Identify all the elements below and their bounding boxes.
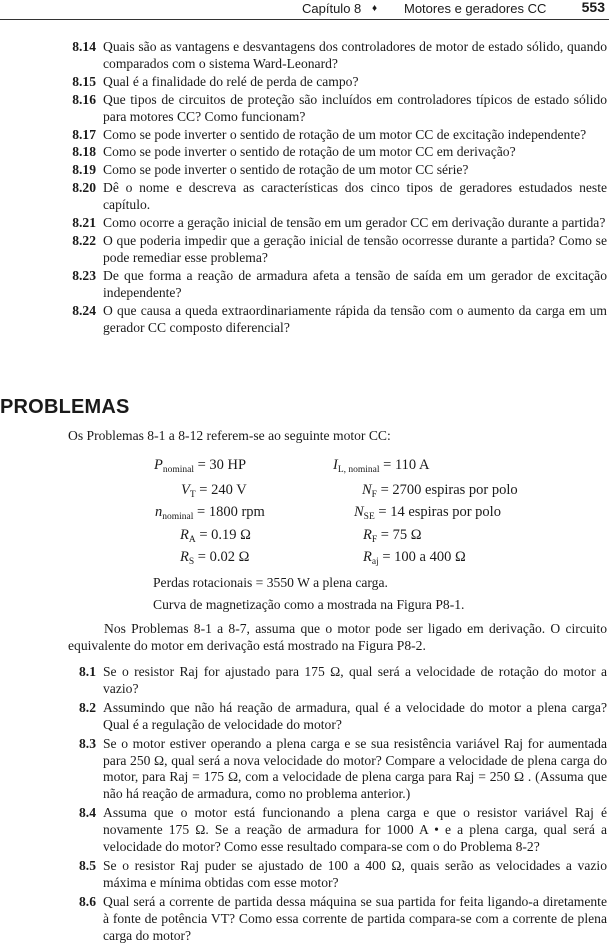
note-magnetization-curve: Curva de magnetização como a mostrada na Figura P8-1. xyxy=(153,597,465,612)
note-rotational-losses: Perdas rotacionais = 3550 W a plena carga. xyxy=(153,575,388,590)
problem-item xyxy=(0,805,609,856)
question-number: 8.21 xyxy=(72,215,96,231)
spec-n-nominal: $n_{nominal} = 1800$ rpm xyxy=(155,504,265,522)
problem-item xyxy=(0,858,609,892)
question-item xyxy=(0,144,609,161)
spec-p-nominal: $P_{nominal} = 30$ HP xyxy=(154,457,247,475)
question-item xyxy=(0,215,609,232)
question-text: Que tipos de circuitos de proteção são incluídos em controladores típicos de estado sólido para motores CC? Como funcionam? xyxy=(103,91,607,124)
question-text: O que causa a queda extraordinariamente rápida da tensão com o aumento da carga em um gerador CC composto diferencial? xyxy=(103,302,607,335)
question-number: 8.20 xyxy=(72,180,96,196)
review-questions xyxy=(0,39,609,337)
diamond-separator-icon: ♦ xyxy=(372,3,378,14)
problem-text: Se o resistor Raj puder se ajustado de 100 a 400 Ω, quais serão as velocidades a vazio máxima e mínima obtidas com esse motor? xyxy=(103,857,607,890)
question-item xyxy=(0,92,609,126)
question-text: Qual é a finalidade do relé de perda de campo? xyxy=(103,73,359,89)
problem-text: Se o resistor Raj for ajustado para 175 Ω, qual será a velocidade de rotação do motor a vazio? xyxy=(103,664,607,696)
chapter-label: Capítulo 8 xyxy=(302,1,362,16)
section-title: Motores e geradores CC xyxy=(404,1,547,16)
problem-number: 8.1 xyxy=(79,664,96,679)
question-text: Como se pode inverter o sentido de rotação de um motor CC em derivação? xyxy=(103,144,516,160)
problem-number: 8.5 xyxy=(79,857,96,873)
question-item xyxy=(0,233,609,267)
problem-number: 8.3 xyxy=(79,735,96,751)
spec-rs: $R_S = 0.02$ Ω xyxy=(180,549,250,567)
question-item xyxy=(0,180,609,214)
problem-item xyxy=(0,894,609,945)
question-text: De que forma a reação de armadura afeta a tensão de saída em um gerador de excitação independente? xyxy=(103,267,607,300)
problems-intro: Os Problemas 8-1 a 8-12 referem-se ao seguinte motor CC: xyxy=(68,428,391,443)
question-item xyxy=(0,74,609,91)
question-number: 8.23 xyxy=(72,267,96,283)
spec-il-nominal: $I_{L, nominal} = 110$ A xyxy=(333,457,430,475)
problem-item xyxy=(0,664,609,698)
problem-number: 8.6 xyxy=(79,893,96,909)
spec-vt: $V_T = 240$ V xyxy=(181,482,247,500)
problem-text: Qual será a corrente de partida dessa máquina se sua partida for feita ligando-a diretamente à fonte de potência VT? Como essa corrente de partida compara-se com a corrente de plena carga do motor? xyxy=(103,893,607,943)
question-number: 8.18 xyxy=(72,144,96,160)
question-text: Como se pode inverter o sentido de rotação de um motor CC de excitação independente? xyxy=(103,126,587,142)
question-text: Como ocorre a geração inicial de tensão em um gerador CC em derivação durante a partida? xyxy=(103,215,606,231)
question-number: 8.14 xyxy=(72,39,96,54)
shunt-motor-paragraph: Nos Problemas 8-1 a 8-7, assuma que o motor pode ser ligado em derivação. O circuito equivalente do motor em derivação está mostrado na Figura P8-2. xyxy=(68,621,607,653)
problem-text: Se o motor estiver operando a plena carga e se sua resistência variável Raj for aumentada para 250 Ω, qual será a nova velocidade do motor? Compare a velocidade de plena carga do motor, para Raj = 175 Ω, com a velocidade de plena carga para Raj = 250 Ω . (Assuma que não há reação de armadura, como no problema anterior.) xyxy=(103,735,607,802)
question-text: O que poderia impedir que a geração inicial de tensão ocorresse durante a partida? Como se pode remediar esse problema? xyxy=(103,232,607,265)
spec-ra: $R_A = 0.19$ Ω xyxy=(180,527,251,545)
problem-item xyxy=(0,736,609,804)
question-text: Quais são as vantagens e desvantagens dos controladores de motor de estado sólido, quando comparados com o sistema Ward-Leonard? xyxy=(103,39,607,71)
spec-nf: $N_F = 2700$ espiras por polo xyxy=(362,482,518,500)
header-rule xyxy=(0,19,609,20)
question-number: 8.22 xyxy=(72,232,96,248)
question-number: 8.16 xyxy=(72,91,96,107)
problem-text: Assuma que o motor está funcionando a plena carga e que o resistor variável Raj é novamente 175 Ω. Se a reação de armadura for 1000 A • e a plena carga, qual será a velocidade do motor? Como esse resultado compara-se com o do Problema 8-2? xyxy=(103,805,607,855)
question-text: Como se pode inverter o sentido de rotação de um motor CC série? xyxy=(103,162,469,178)
question-item xyxy=(0,39,609,73)
question-item xyxy=(0,127,609,144)
question-item xyxy=(0,268,609,302)
problem-item xyxy=(0,700,609,734)
question-text: Dê o nome e descreva as características dos cinco tipos de geradores estudados neste capítulo. xyxy=(103,180,607,213)
spec-nse: $N_{SE} = 14$ espiras por polo xyxy=(354,504,501,522)
page-number: 553 xyxy=(581,0,605,15)
problem-number: 8.2 xyxy=(79,699,96,715)
question-number: 8.17 xyxy=(72,126,96,142)
problem-text: Assumindo que não há reação de armadura, qual é a velocidade do motor a plena carga? Qual é a regulação de velocidade do motor? xyxy=(103,699,607,732)
problems-heading: PROBLEMAS xyxy=(0,396,130,418)
spec-raj: $R_{aj} = 100$ a 400 Ω xyxy=(363,549,466,567)
problem-number: 8.4 xyxy=(79,805,96,821)
spec-rf: $R_F = 75$ Ω xyxy=(363,527,422,545)
question-item xyxy=(0,303,609,337)
question-item xyxy=(0,162,609,179)
problems-list xyxy=(0,664,609,947)
question-number: 8.24 xyxy=(72,302,96,318)
question-number: 8.15 xyxy=(72,73,96,89)
question-number: 8.19 xyxy=(72,162,96,178)
running-header xyxy=(0,0,609,16)
